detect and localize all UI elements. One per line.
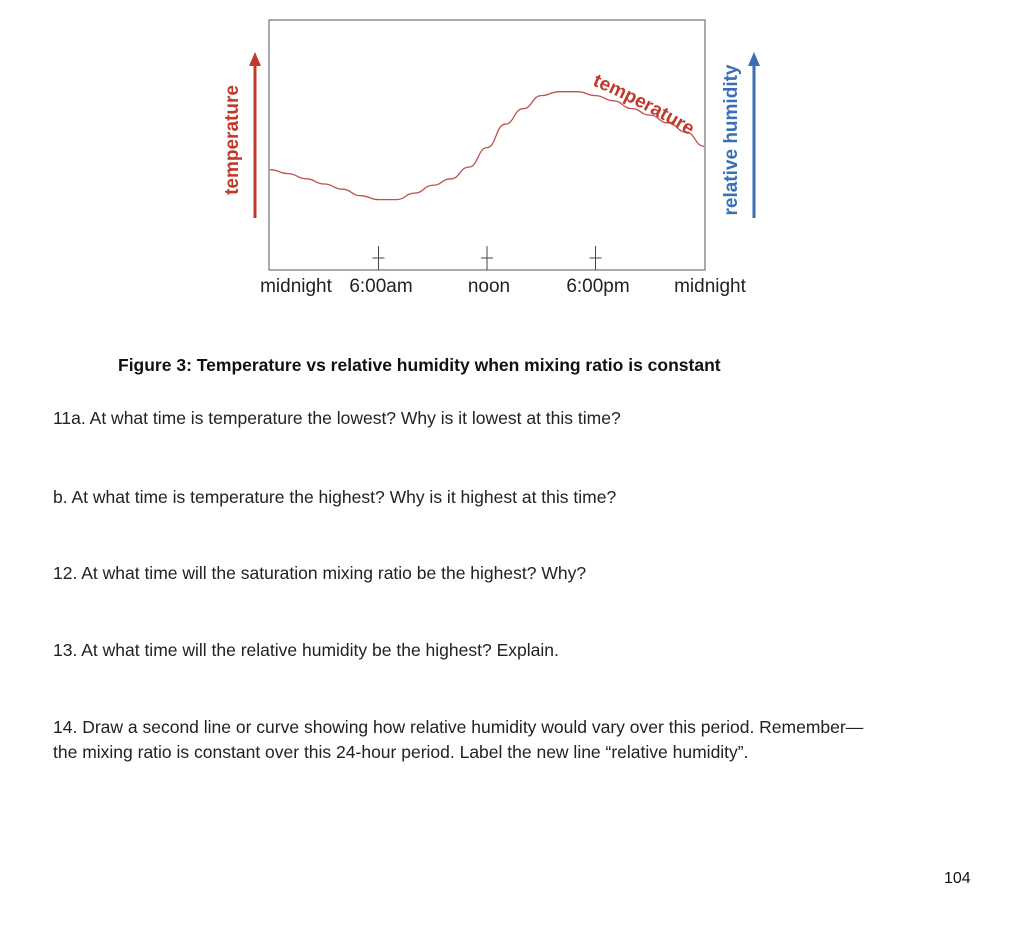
x-tick-label: midnight (674, 276, 746, 297)
series-label-temperature: temperature (590, 70, 699, 140)
question-13: 13. At what time will the relative humidity be the highest? Explain. (53, 640, 559, 660)
x-tick-label: midnight (260, 276, 332, 297)
x-tick-label: 6:00am (349, 276, 413, 297)
y-axis-right (721, 52, 760, 218)
temperature-chart (0, 0, 1024, 320)
question-12: 12. At what time will the saturation mixing ratio be the highest? Why? (53, 563, 587, 583)
y-axis-left (222, 52, 261, 218)
question-11a: 11a. At what time is temperature the lowest? Why is it lowest at this time? (53, 408, 621, 428)
x-tick-label: noon (467, 276, 511, 297)
question-14-line-2: the mixing ratio is constant over this 24-hour period. Label the new line “relative humidity”. (53, 742, 749, 762)
x-tick-labels (260, 276, 747, 297)
figure-caption: Figure 3: Temperature vs relative humidity when mixing ratio is constant (118, 355, 721, 375)
y-axis-title-relative-humidity: relative humidity (721, 64, 742, 216)
plot-frame (269, 20, 705, 270)
question-11b: b. At what time is temperature the highest? Why is it highest at this time? (53, 487, 617, 507)
x-tick-label: 6:00pm (566, 276, 630, 297)
question-14-line-1: 14. Draw a second line or curve showing how relative humidity would vary over this period. Remember— (53, 717, 864, 737)
x-ticks (373, 246, 602, 270)
y-axis-title-temperature: temperature (222, 85, 243, 195)
page-number: 104 (944, 870, 971, 887)
